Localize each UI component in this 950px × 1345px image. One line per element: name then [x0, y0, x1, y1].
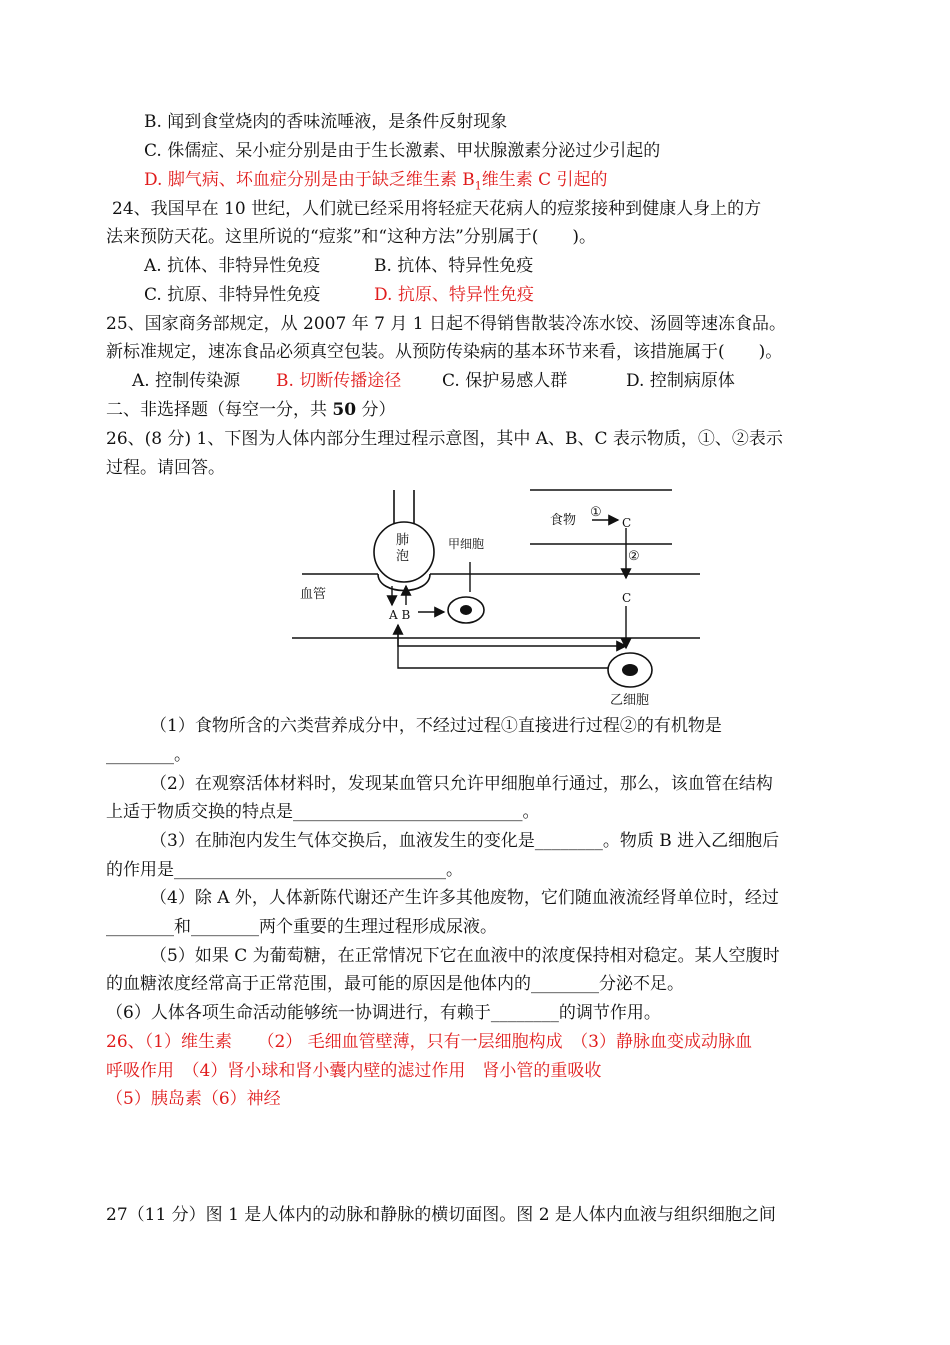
q23-option-d — [144, 168, 608, 198]
q27-line-1: 27（11 分）图 1 是人体内的动脉和静脉的横切面图。图 2 是人体内血液与组织细胞之间 — [106, 1205, 776, 1225]
label-step-2: ② — [628, 549, 640, 564]
q26-s3-line-1: （3）在肺泡内发生气体交换后，血液发生的变化是________。物质 B 进入乙细胞后 — [150, 831, 780, 851]
q26-s2-line-1: （2）在观察活体材料时，发现某血管只允许甲细胞单行通过，那么，该血管在结构 — [150, 774, 773, 794]
label-step-1: ① — [590, 505, 602, 520]
q24-line-2: 法来预防天花。这里所说的“痘浆”和“这种方法”分别属于( )。 — [106, 227, 597, 247]
q26-s5-line-2: 的血糖浓度经常高于正常范围，最可能的原因是他体内的________分泌不足。 — [106, 974, 684, 994]
q25-option-b: B. 切断传播途径 — [276, 371, 402, 391]
section-heading-post: 分） — [356, 400, 396, 420]
q26-s1-line-2: ________。 — [106, 745, 191, 765]
q26-answer-line-1: 26、（1）维生素 （2） 毛细血管壁薄，只有一层细胞构成 （3）静脉血变成动脉血 — [106, 1032, 752, 1052]
q26-line-2: 过程。请回答。 — [106, 458, 225, 478]
section-heading — [106, 398, 395, 422]
label-c-top: C — [622, 516, 632, 530]
q25-option-a: A. 控制传染源 — [132, 371, 241, 391]
q23-option-d-sub: 1 — [474, 179, 482, 193]
q26-s1-line-1: （1）食物所含的六类营养成分中，不经过过程①直接进行过程②的有机物是 — [150, 716, 722, 736]
q26-answer-line-2: 呼吸作用 （4）肾小球和肾小囊内壁的滤过作用 肾小管的重吸收 — [106, 1061, 602, 1081]
q26-s3-line-2: 的作用是________________________________。 — [106, 860, 463, 880]
label-alveolus-1: 肺 — [396, 533, 410, 548]
q24-option-d: D. 抗原、特异性免疫 — [374, 285, 534, 305]
q25-option-d: D. 控制病原体 — [626, 371, 735, 391]
q23-option-b: B. 闻到食堂烧肉的香味流唾液，是条件反射现象 — [144, 112, 508, 132]
cell-a-nucleus — [460, 605, 472, 615]
q24-option-c: C. 抗原、非特异性免疫 — [144, 285, 321, 305]
q23-option-d-post: 维生素 C 引起的 — [481, 170, 608, 190]
q26-s2-line-2: 上适于物质交换的特点是___________________________。 — [106, 802, 540, 822]
q25-option-c: C. 保护易感人群 — [442, 371, 568, 391]
cell-b-nucleus — [622, 664, 638, 676]
label-ab: A B — [389, 608, 411, 622]
label-alveolus-2: 泡 — [396, 549, 410, 564]
section-heading-pre: 二、非选择题（每空一分，共 — [106, 400, 333, 420]
q25-line-1: 25、国家商务部规定，从 2007 年 7 月 1 日起不得销售散装冷冻水饺、汤圆等速冻食品。 — [106, 314, 786, 334]
label-c-bottom: C — [622, 591, 632, 605]
q26-s6: （6）人体各项生命活动能够统一协调进行，有赖于________的调节作用。 — [106, 1003, 661, 1023]
q24-line-1: 24、我国早在 10 世纪，人们就已经采用将轻症天花病人的痘浆接种到健康人身上的方 — [112, 199, 762, 219]
section-heading-bold: 50 — [332, 400, 357, 420]
q24-option-a: A. 抗体、非特异性免疫 — [144, 256, 321, 276]
label-cell-a: 甲细胞 — [448, 537, 485, 551]
q25-line-2: 新标准规定，速冻食品必须真空包装。从预防传染病的基本环节来看，该措施属于( )。 — [106, 342, 783, 362]
label-vessel: 血管 — [300, 587, 327, 602]
q26-answer-line-3: （5）胰岛素（6）神经 — [106, 1089, 281, 1109]
arrow-to-cell-b-upper — [398, 625, 626, 646]
label-food: 食物 — [550, 513, 577, 528]
q26-line-1: 26、(8 分) 1、下图为人体内部分生理过程示意图，其中 A、B、C 表示物质，①、②表示 — [106, 429, 783, 449]
q23-option-c: C. 侏儒症、呆小症分别是由于生长激素、甲状腺激素分泌过少引起的 — [144, 141, 661, 161]
physiology-diagram — [280, 480, 720, 710]
q24-option-b: B. 抗体、特异性免疫 — [374, 256, 534, 276]
label-cell-b: 乙细胞 — [610, 693, 650, 708]
q26-s4-line-2: ________和________两个重要的生理过程形成尿液。 — [106, 917, 497, 937]
q26-s4-line-1: （4）除 A 外，人体新陈代谢还产生许多其他废物，它们随血液流经肾单位时，经过 — [150, 888, 779, 908]
q23-option-d-pre: D. 脚气病、坏血症分别是由于缺乏维生素 B — [144, 170, 475, 190]
q26-s5-line-1: （5）如果 C 为葡萄糖，在正常情况下它在血液中的浓度保持相对稳定。某人空腹时 — [150, 946, 780, 966]
